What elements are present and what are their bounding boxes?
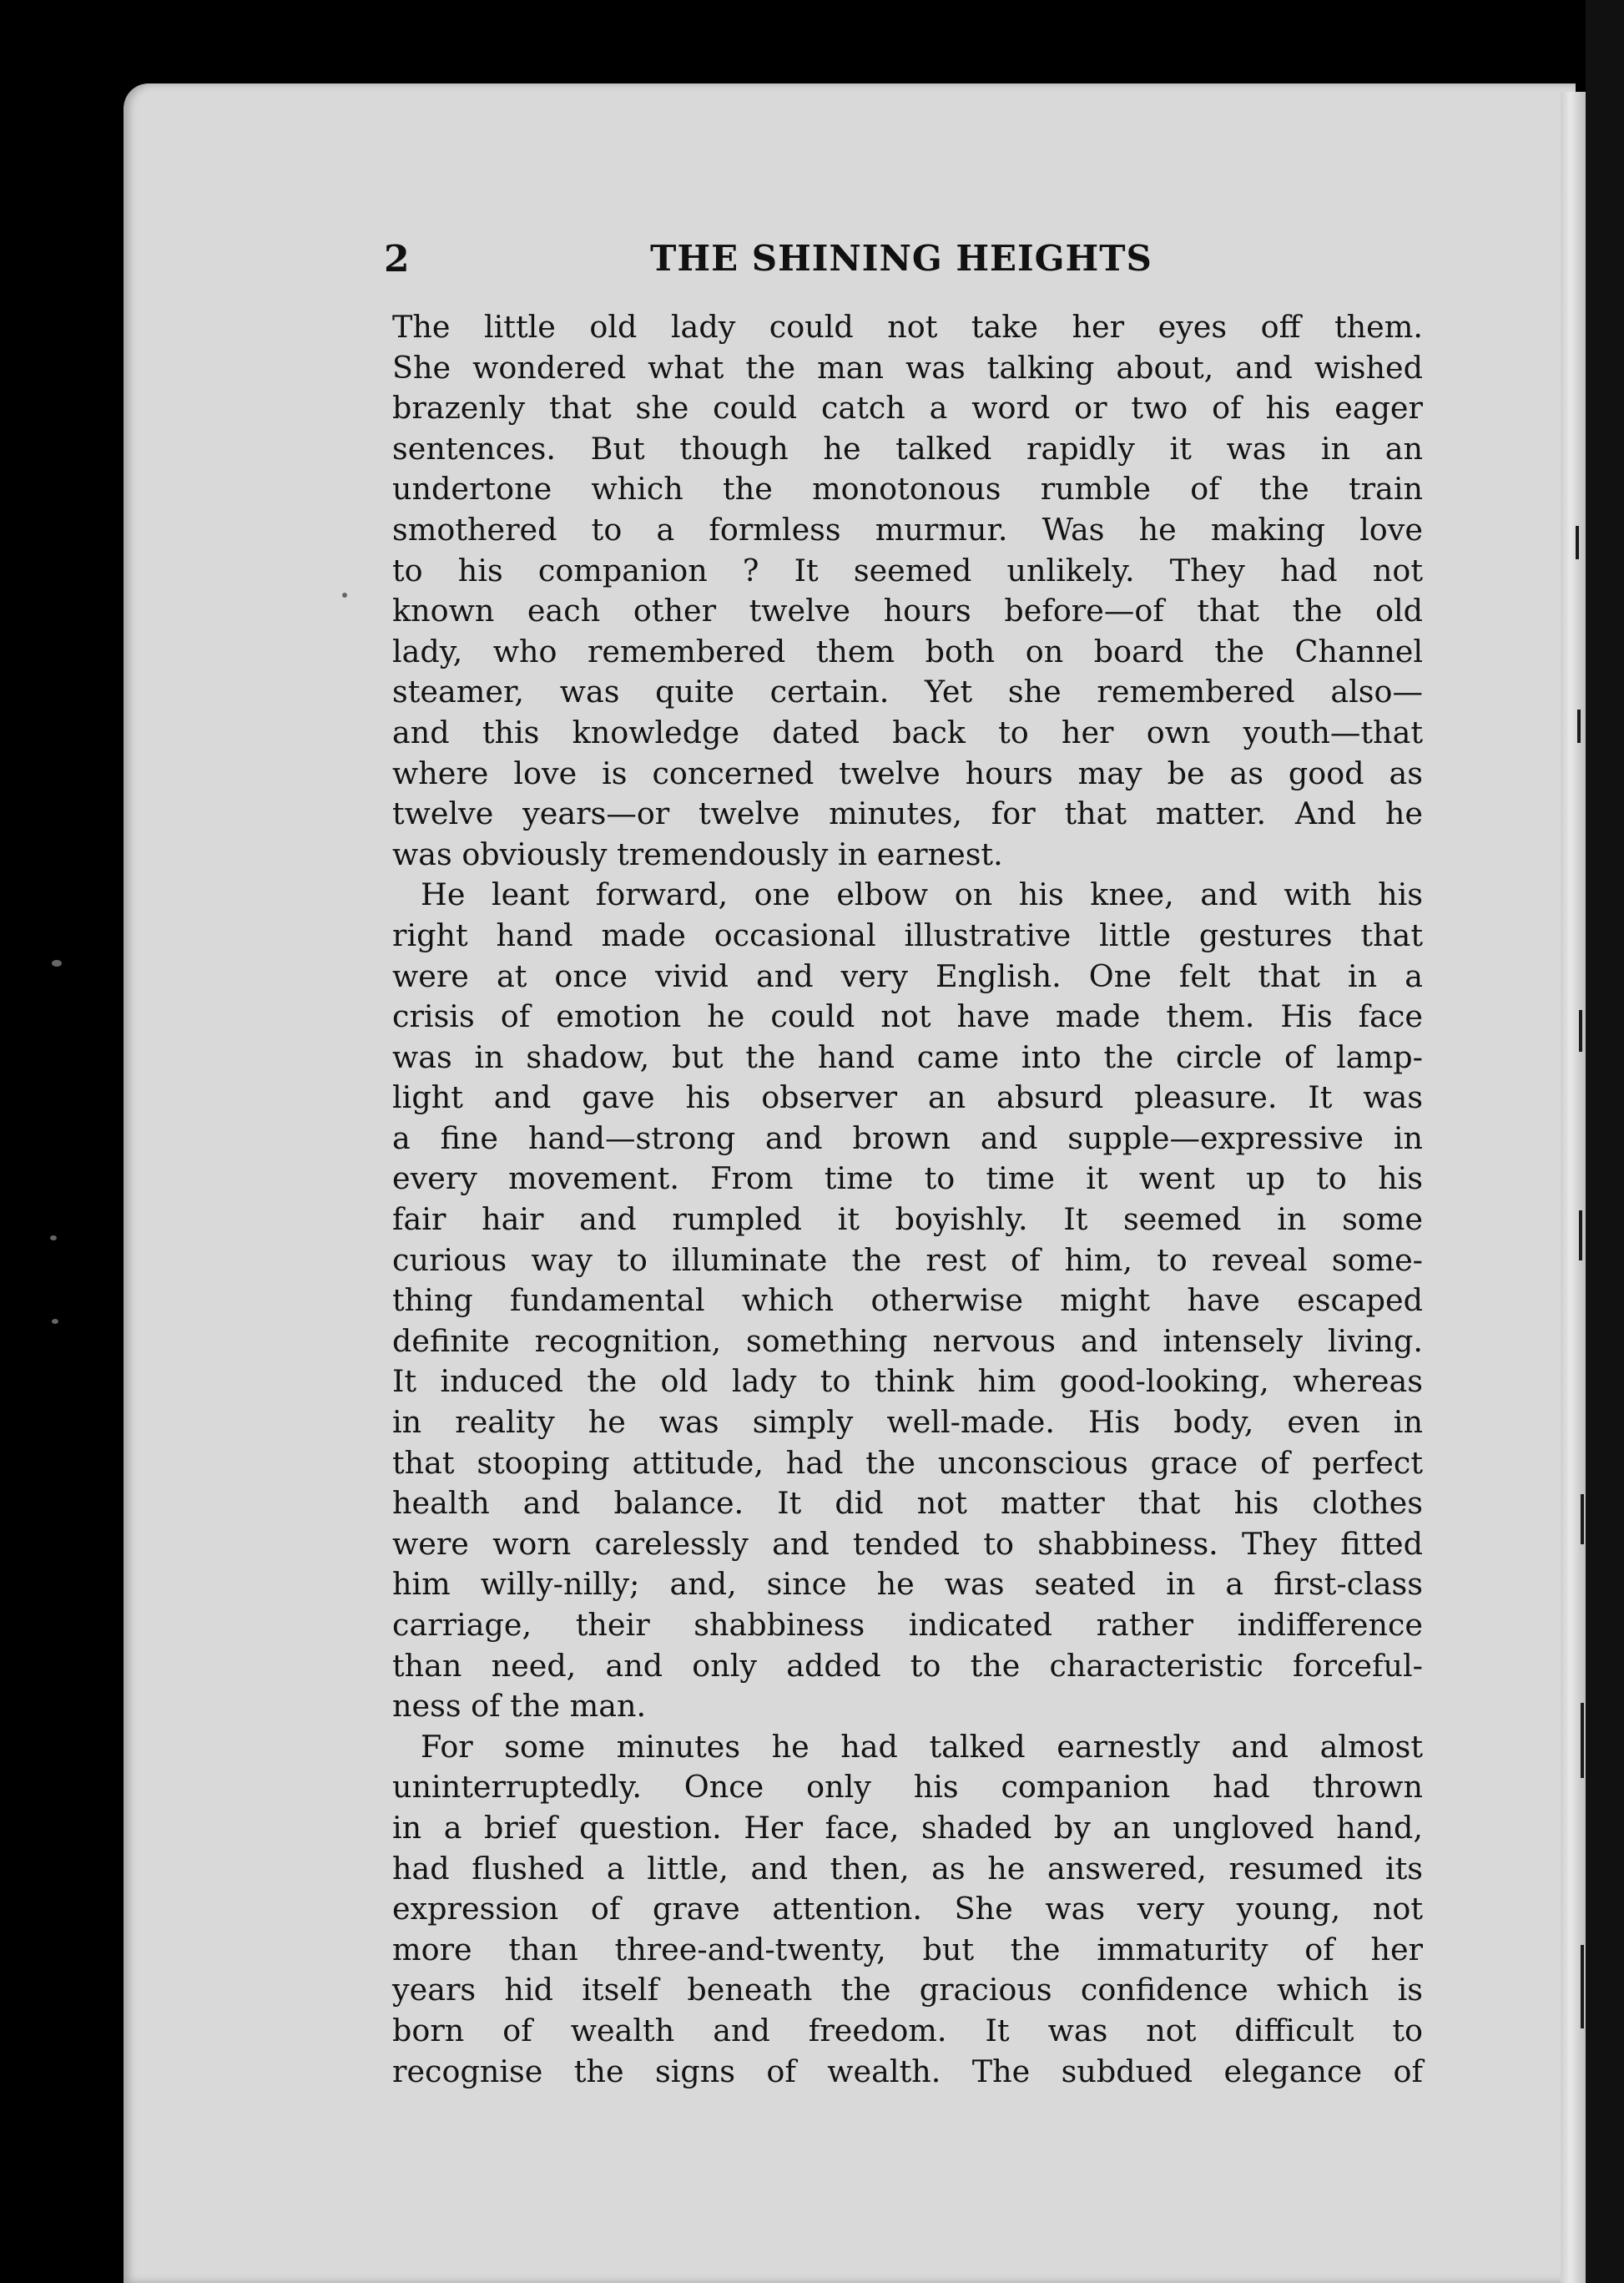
text-line: health and balance. It did not matter that his clothes <box>392 1485 1423 1522</box>
text-line: fair hair and rumpled it boyishly. It seemed in some <box>392 1201 1423 1238</box>
text-line: crisis of emotion he could not have made them. His face <box>392 998 1423 1035</box>
text-line: to his companion ? It seemed unlikely. They had not <box>392 552 1423 588</box>
text-line: ness of the man. <box>392 1688 647 1725</box>
text-line: a fine hand—strong and brown and supple—expressive in <box>392 1119 1423 1156</box>
text-line: more than three-and-twenty, but the immaturity of her <box>392 1931 1423 1967</box>
scan-border <box>1586 0 1624 2283</box>
text-line: thing fundamental which otherwise might have escaped <box>392 1282 1423 1319</box>
edge-mark <box>1579 1210 1582 1260</box>
text-line: had flushed a little, and then, as he answered, resumed its <box>392 1850 1423 1887</box>
text-line: brazenly that she could catch a word or two of his eager <box>392 390 1423 427</box>
text-line: years hid itself beneath the gracious confidence which is <box>392 1972 1423 2008</box>
edge-mark <box>1579 1010 1582 1052</box>
text-line: uninterruptedly. Once only his companion had thrown <box>392 1769 1423 1806</box>
text-line: twelve years—or twelve minutes, for that matter. And he <box>392 796 1423 832</box>
scan-speck <box>52 960 62 967</box>
text-line: undertone which the monotonous rumble of the train <box>392 471 1423 508</box>
text-line: The little old lady could not take her eyes off them. <box>392 309 1423 345</box>
text-line: He leant forward, one elbow on his knee, and with his <box>421 876 1423 913</box>
text-line: curious way to illuminate the rest of him, to reveal some- <box>392 1241 1423 1278</box>
text-line: that stooping attitude, had the unconscious grace of perfect <box>392 1444 1423 1481</box>
scan-speck <box>342 593 347 598</box>
scan-speck <box>50 1235 57 1240</box>
page-header <box>384 238 1419 288</box>
edge-mark <box>1581 1945 1584 2028</box>
text-line: was obviously tremendously in earnest. <box>392 836 1003 872</box>
edge-mark <box>1581 1703 1584 1778</box>
text-line: was in shadow, but the hand came into the circle of lamp- <box>392 1038 1423 1075</box>
text-line: steamer, was quite certain. Yet she remembered also— <box>392 674 1423 710</box>
body-text <box>392 307 1423 2092</box>
edge-mark <box>1581 1494 1584 1544</box>
text-line: born of wealth and freedom. It was not difficult to <box>392 2012 1423 2048</box>
text-line: It induced the old lady to think him good-looking, whereas <box>392 1363 1423 1400</box>
text-line: lady, who remembered them both on board the Channel <box>392 633 1423 669</box>
text-line: him willy-nilly; and, since he was seated in a first-class <box>392 1566 1423 1603</box>
text-line: in reality he was simply well-made. His body, even in <box>392 1404 1423 1441</box>
text-line: expression of grave attention. She was very young, not <box>392 1891 1423 1927</box>
text-line: were worn carelessly and tended to shabbiness. They fitted <box>392 1525 1423 1562</box>
edge-mark <box>1577 710 1581 743</box>
running-title: THE SHINING HEIGHTS <box>650 238 1152 279</box>
text-line: smothered to a formless murmur. Was he making love <box>392 511 1423 548</box>
text-line: definite recognition, something nervous and intensely living. <box>392 1322 1423 1359</box>
text-line: than need, and only added to the characteristic forceful- <box>392 1647 1423 1684</box>
text-line: in a brief question. Her face, shaded by an ungloved hand, <box>392 1809 1423 1846</box>
page-number: 2 <box>384 238 410 280</box>
text-line: For some minutes he had talked earnestly and almost <box>421 1728 1423 1765</box>
text-line: where love is concerned twelve hours may be as good as <box>392 755 1423 791</box>
text-line: carriage, their shabbiness indicated rather indifference <box>392 1607 1423 1643</box>
scan-speck <box>52 1319 58 1324</box>
text-line: sentences. But though he talked rapidly it was in an <box>392 430 1423 467</box>
text-line: were at once vivid and very English. One felt that in a <box>392 957 1423 994</box>
text-line: right hand made occasional illustrative little gestures that <box>392 917 1423 953</box>
text-line: She wondered what the man was talking about, and wished <box>392 349 1423 386</box>
text-line: and this knowledge dated back to her own youth—that <box>392 714 1423 750</box>
text-line: every movement. From time to time it went up to his <box>392 1160 1423 1197</box>
edge-mark <box>1576 526 1579 559</box>
text-line: recognise the signs of wealth. The subdued elegance of <box>392 2053 1423 2089</box>
text-line: known each other twelve hours before—of that the old <box>392 593 1423 629</box>
text-line: light and gave his observer an absurd pleasure. It was <box>392 1079 1423 1116</box>
